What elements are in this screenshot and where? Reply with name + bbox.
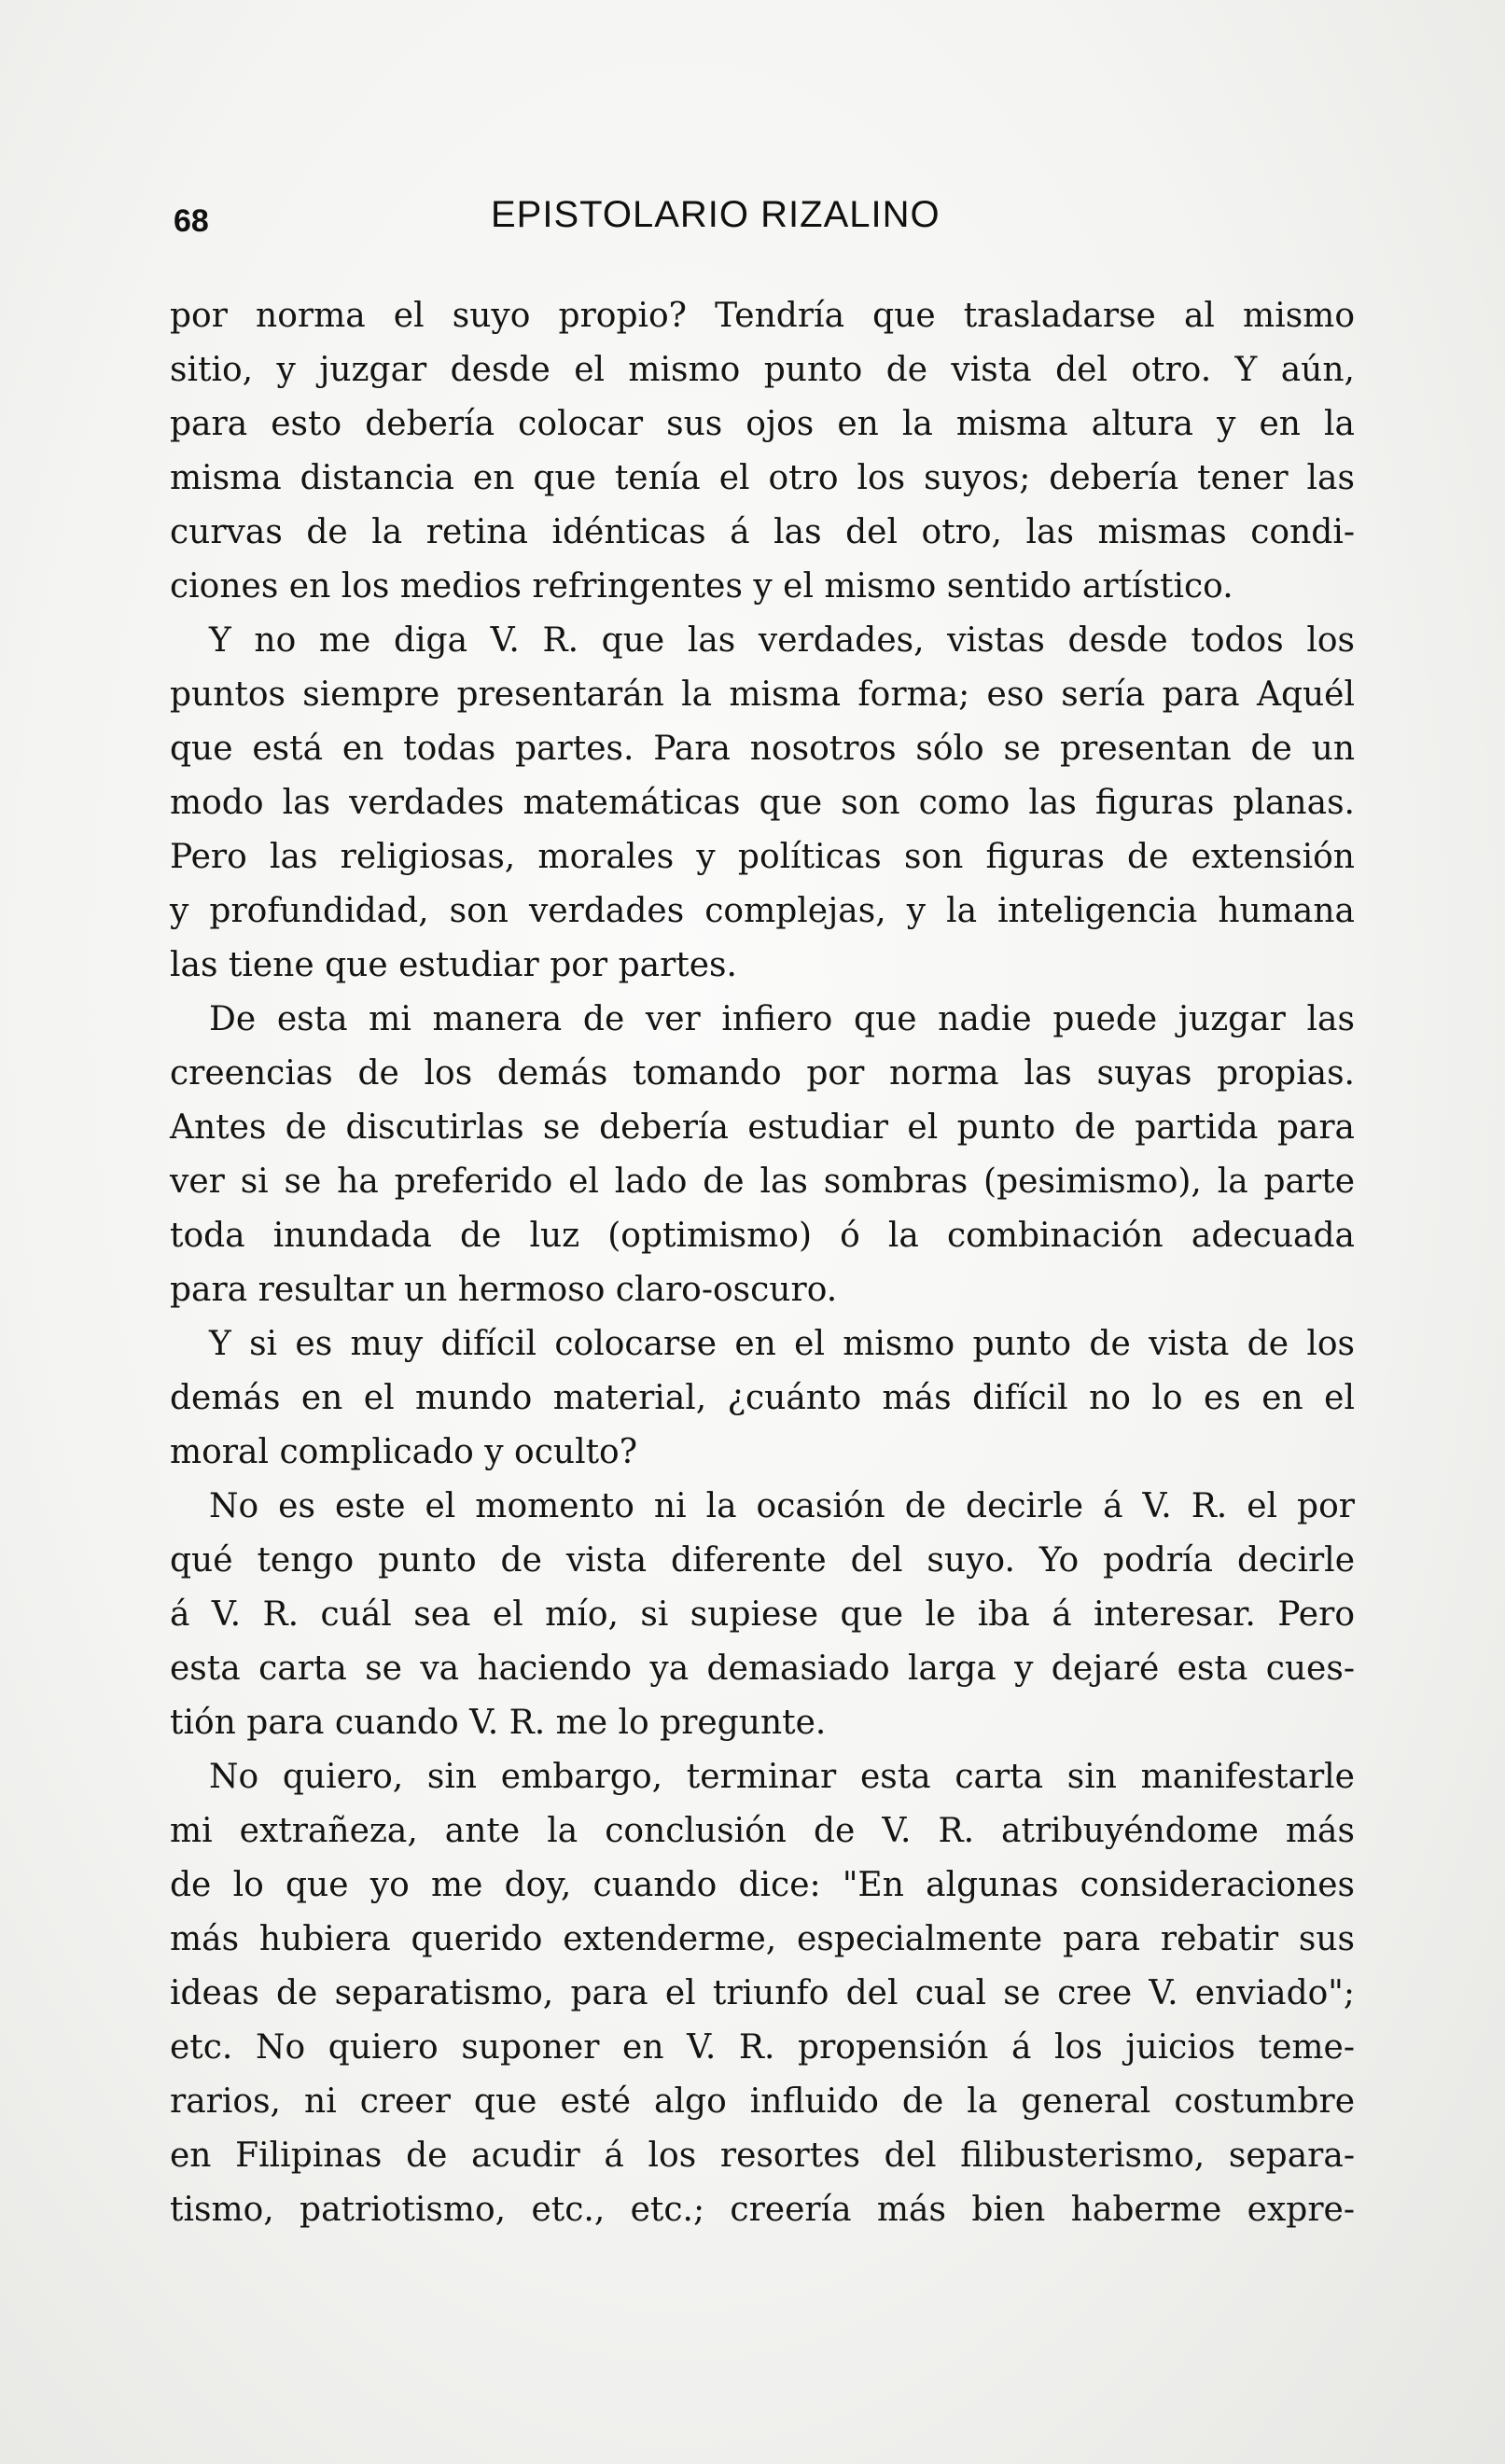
text-line: Antes de discutirlas se debería estudiar el punto de partida para	[170, 1108, 1355, 1147]
text-line: y profundidad, son verdades complejas, y la inteligencia humana	[170, 892, 1355, 930]
text-line: esta carta se va haciendo ya demasiado larga y dejaré esta cues-	[170, 1650, 1355, 1688]
text-line: demás en el mundo material, ¿cuánto más difícil no lo es en el	[170, 1379, 1355, 1417]
page-header	[174, 194, 1041, 250]
text-line: Y si es muy difícil colocarse en el mismo punto de vista de los	[209, 1325, 1355, 1363]
text-line: moral complicado y oculto?	[170, 1433, 638, 1471]
text-line: etc. No quiero suponer en V. R. propensión á los juicios teme-	[170, 2028, 1355, 2067]
text-line: de lo que yo me doy, cuando dice: "En algunas consideraciones	[170, 1866, 1355, 1904]
text-line: para resultar un hermoso claro-oscuro.	[170, 1271, 838, 1309]
text-line: toda inundada de luz (optimismo) ó la combinación adecuada	[170, 1217, 1355, 1255]
text-line: mi extrañeza, ante la conclusión de V. R. atribuyéndome más	[170, 1812, 1355, 1850]
text-line: curvas de la retina idénticas á las del otro, las mismas condi-	[170, 513, 1355, 551]
text-line: De esta mi manera de ver infiero que nadie puede juzgar las	[209, 1000, 1355, 1038]
text-line: modo las verdades matemáticas que son como las figuras planas.	[170, 784, 1355, 822]
text-line: qué tengo punto de vista diferente del suyo. Yo podría decirle	[170, 1541, 1355, 1580]
text-line: más hubiera querido extenderme, especialmente para rebatir sus	[170, 1920, 1355, 1958]
text-line: ciones en los medios refringentes y el mismo sentido artístico.	[170, 567, 1233, 606]
text-line: tión para cuando V. R. me lo pregunte.	[170, 1704, 827, 1742]
text-line: en Filipinas de acudir á los resortes del filibusterismo, separa-	[170, 2137, 1355, 2175]
text-line: misma distancia en que tenía el otro los suyos; debería tener las	[170, 459, 1355, 497]
text-line: tismo, patriotismo, etc., etc.; creería más bien haberme expre-	[170, 2191, 1355, 2229]
text-line: á V. R. cuál sea el mío, si supiese que le iba á interesar. Pero	[170, 1595, 1355, 1634]
text-line: las tiene que estudiar por partes.	[170, 946, 737, 984]
text-line: Y no me diga V. R. que las verdades, vistas desde todos los	[209, 621, 1355, 660]
text-line: creencias de los demás tomando por norma las suyas propias.	[170, 1054, 1355, 1093]
text-line: que está en todas partes. Para nosotros sólo se presentan de un	[170, 730, 1355, 768]
text-line: puntos siempre presentarán la misma forma; eso sería para Aquél	[170, 675, 1355, 714]
text-line: para esto debería colocar sus ojos en la misma altura y en la	[170, 405, 1355, 443]
running-title: EPISTOLARIO RIZALINO	[491, 194, 941, 235]
text-line: No quiero, sin embargo, terminar esta carta sin manifestarle	[209, 1758, 1355, 1796]
text-line: por norma el suyo propio? Tendría que trasladarse al mismo	[170, 297, 1355, 335]
text-line: rarios, ni creer que esté algo influido de la general costumbre	[170, 2082, 1355, 2121]
page-number: 68	[174, 203, 209, 239]
text-line: No es este el momento ni la ocasión de decirle á V. R. el por	[209, 1487, 1355, 1525]
text-line: ver si se ha preferido el lado de las sombras (pesimismo), la parte	[170, 1162, 1355, 1201]
text-line: Pero las religiosas, morales y políticas son figuras de extensión	[170, 838, 1355, 876]
text-line: ideas de separatismo, para el triunfo del cual se cree V. enviado";	[170, 1974, 1355, 2012]
text-line: sitio, y juzgar desde el mismo punto de vista del otro. Y aún,	[170, 351, 1355, 389]
body-text	[170, 289, 1355, 2237]
